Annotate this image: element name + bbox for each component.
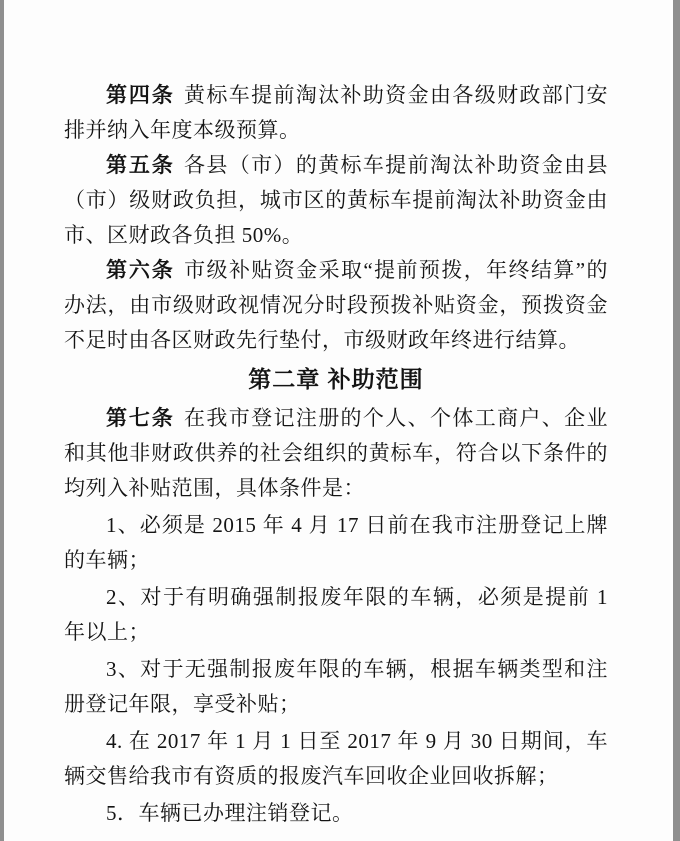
condition-item-3: 3、对于无强制报废年限的车辆，根据车辆类型和注册登记年限，享受补贴； xyxy=(64,657,608,716)
condition-item-1: 1、必须是 2015 年 4 月 17 日前在我市注册登记上牌的车辆； xyxy=(64,513,608,572)
document-body xyxy=(64,78,608,831)
chapter-2-heading: 第二章 补助范围 xyxy=(248,366,424,392)
condition-item-4: 4. 在 2017 年 1 月 1 日至 2017 年 9 月 30 日期间，车辆交售给我市有资质的报废汽车回收企业回收拆解； xyxy=(64,729,608,788)
page-right-edge xyxy=(673,0,680,841)
article-5-text: 各县（市）的黄标车提前淘汰补助资金由县（市）级财政负担，城市区的黄标车提前淘汰补助资金由市、区财政各负担 50%。 xyxy=(64,153,609,247)
page-left-edge xyxy=(0,0,4,841)
article-7-paragraph xyxy=(64,401,608,506)
article-5-label: 第五条 xyxy=(106,154,175,177)
condition-item-2: 2、对于有明确强制报废年限的车辆，必须是提前 1 年以上； xyxy=(64,585,608,644)
article-7-text: 在我市登记注册的个人、个体工商户、企业和其他非财政供养的社会组织的黄标车，符合以下条件的均列入补贴范围，具体条件是： xyxy=(64,406,609,500)
condition-item-5: 5．车辆已办理注销登记。 xyxy=(106,801,354,825)
article-7-label: 第七条 xyxy=(106,407,175,430)
article-6-label: 第六条 xyxy=(106,259,175,282)
article-4-label: 第四条 xyxy=(106,84,175,107)
article-6-text: 市级补贴资金采取“提前预拨，年终结算”的办法，由市级财政视情况分时段预拨补贴资金，预拨资金不足时由各区财政先行垫付，市级财政年终进行结算。 xyxy=(64,258,609,352)
article-5-paragraph xyxy=(64,148,608,253)
article-4-paragraph xyxy=(64,78,608,148)
article-6-paragraph xyxy=(64,253,608,358)
article-4-text: 黄标车提前淘汰补助资金由各级财政部门安排并纳入年度本级预算。 xyxy=(64,83,609,142)
